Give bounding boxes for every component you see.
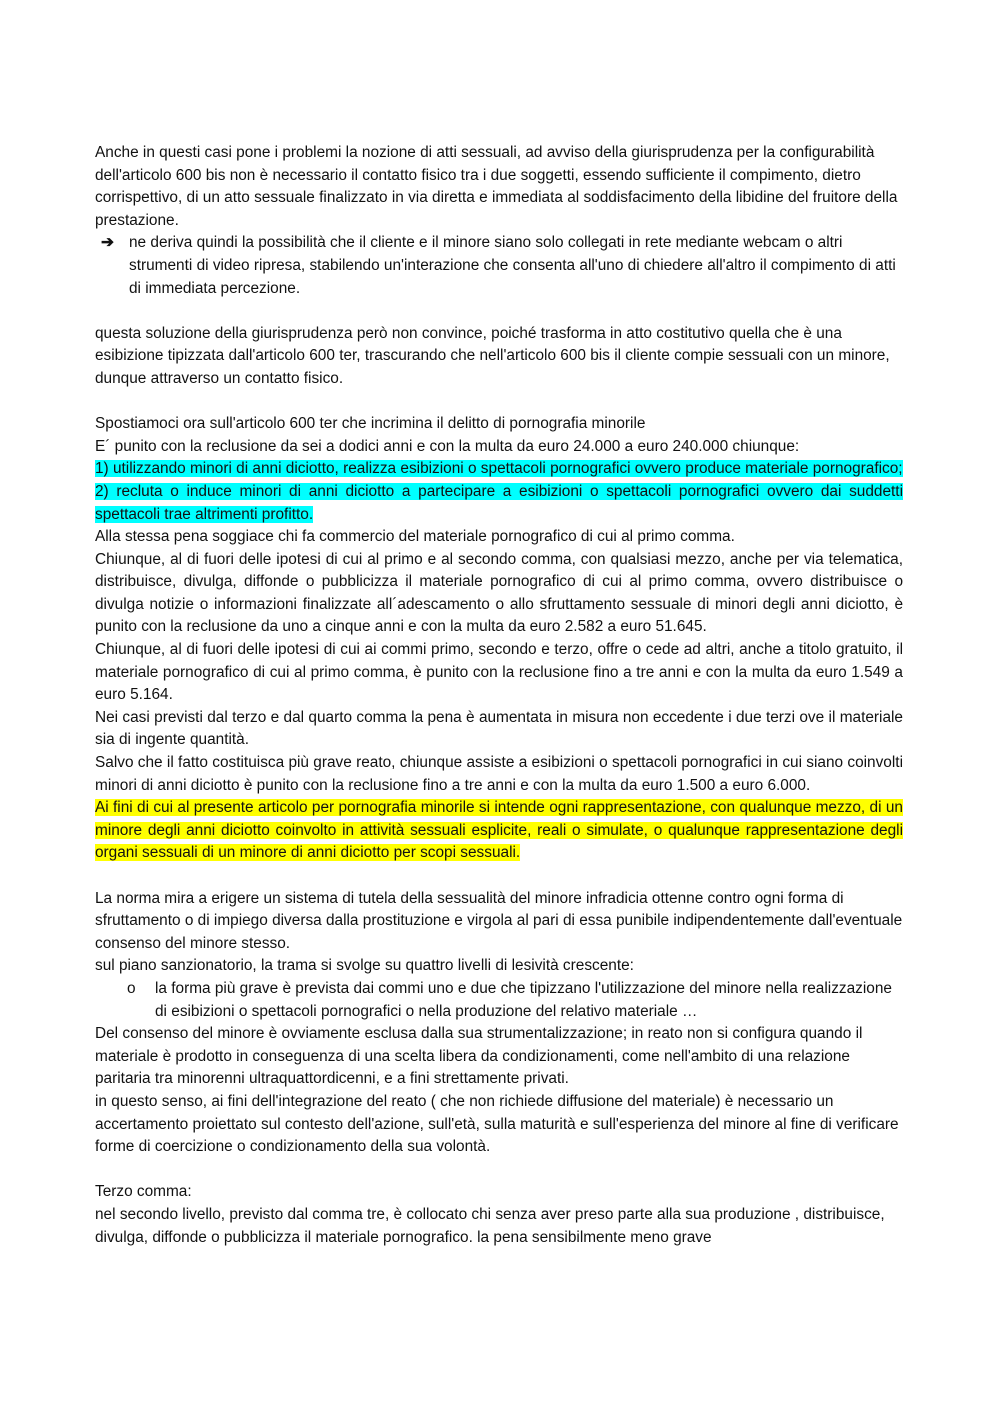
paragraph-sanctions: sul piano sanzionatorio, la trama si svolge su quattro livelli di lesività crescente: [95, 957, 634, 975]
arrow-list-item [95, 232, 903, 300]
paragraph-second-level: nel secondo livello, previsto dal comma tre, è collocato chi senza aver preso parte alla sua produzione , distribuisce, divulga, diffonde o pubblicizza il materiale pornografico. la pena sensibilmente meno grave [95, 1205, 885, 1246]
blank-line [95, 1159, 903, 1182]
highlight-yellow: Ai fini di cui al presente articolo per pornografia minorile si intende ogni rappresentazione, con qualunque mezzo, di un minore degli anni diciotto coinvolto in attività sessuali esplicite, reali o simulate, o qualunque rappresentazione degli organi sessuali di un minore di anni diciotto per scopi sessuali. [95, 799, 903, 862]
highlight-cyan: 2) recluta o induce minori di anni diciotto a partecipare a esibizioni o spettacoli pornografici ovvero dai suddetti spettacoli trae altrimenti profitto. [95, 482, 903, 523]
law-comma-6: Salvo che il fatto costituisca più grave reato, chiunque assiste a esibizioni o spettacoli pornografici in cui siano coinvolti minori di anni diciotto è punito con la reclusione fino a tre anni e con la multa da euro 1.500 a euro 6.000. [95, 754, 903, 794]
circle-item-text: la forma più grave è prevista dai commi uno e due che tipizzano l'utilizzazione del minore nella realizzazione di esibizioni o spettacoli pornografici o nella produzione del relativo materiale … [155, 979, 892, 1020]
law-comma-7 [95, 797, 903, 865]
law-comma-3: Chiunque, al di fuori delle ipotesi di cui al primo e al secondo comma, con qualsiasi mezzo, anche per via telematica, distribuisce, divulga, diffonde o pubblicizza il materiale pornografico di cui al primo comma, ovvero distribuisce o divulga notizie o informazioni finalizzate all´adescamento o allo sfruttamento sessuale di minori degli anni diciotto, è punito con la reclusione da uno a cinque anni e con la multa da euro 2.582 a euro 51.645. [95, 550, 903, 636]
law-intro: E´ punito con la reclusione da sei a dodici anni e con la multa da euro 24.000 a euro 240.000 chiunque: [95, 437, 800, 455]
section-heading-terzo-comma: Terzo comma: [95, 1183, 192, 1201]
law-item-2 [95, 481, 903, 526]
arrow-right-icon: ➔ [101, 234, 114, 252]
paragraph-norm-purpose: La norma mira a erigere un sistema di tutela della sessualità del minore infradicia ottenne contro ogni forma di sfruttamento o di impiego diversa dalla prostituzione e virgola al pari di essa punibile indipendentemente dall'eventuale consenso del minore stesso. [95, 889, 903, 952]
paragraph-article-600-ter: Spostiamoci ora sull'articolo 600 ter che incrimina il delitto di pornografia minorile [95, 415, 646, 433]
law-comma-5: Nei casi previsti dal terzo e dal quarto comma la pena è aumentata in misura non eccedente i due terzi ove il materiale sia di ingente quantità. [95, 708, 903, 749]
paragraph-consent: Del consenso del minore è ovviamente esclusa dalla sua strumentalizzazione; in reato non si configura quando il materiale è prodotto in conseguenza di una scelta libera da condizionamenti, come nell'ambito di una relazione paritaria tra minorenni ultraquattordicenni, e a fini strettamente privati. [95, 1025, 863, 1088]
arrow-item-text: ne deriva quindi la possibilità che il cliente e il minore siano solo collegati in rete mediante webcam o altri strumenti di video ripresa, stabilendo un'interazione che consenta all'uno di chiedere all'altro il compimento di atti di immediata percezione. [129, 234, 896, 297]
law-item-1 [95, 458, 903, 481]
paragraph-intro: Anche in questi casi pone i problemi la nozione di atti sessuali, ad avviso della giurisprudenza per la configurabilità dell'articolo 600 bis non è necessario il contatto fisico tra i due soggetti, essendo sufficiente il compimento, dietro corrispettivo, di un atto sessuale finalizzato in via diretta e immediata al soddisfacimento della libidine del fruitore della prestazione. [95, 144, 898, 229]
circle-list-item [95, 978, 903, 1023]
paragraph-critique: questa soluzione della giurisprudenza però non convince, poiché trasforma in atto costitutivo quella che è una esibizione tipizzata dall'articolo 600 ter, trascurando che nell'articolo 600 bis il cliente compie sessuali con un minore, dunque attraverso un contatto fisico. [95, 324, 890, 387]
document-page [95, 142, 903, 1249]
blank-line [95, 865, 903, 888]
circle-bullet-icon: o [127, 979, 136, 997]
blank-line [95, 391, 903, 414]
law-comma-4: Chiunque, al di fuori delle ipotesi di cui ai commi primo, secondo e terzo, offre o cede ad altri, anche a titolo gratuito, il materiale pornografico di cui al primo comma, è punito con la reclusione fino a tre anni e con la multa da euro 1.549 a euro 5.164. [95, 641, 903, 704]
law-comma-2: Alla stessa pena soggiace chi fa commercio del materiale pornografico di cui al primo comma. [95, 528, 735, 546]
highlight-cyan: 1) utilizzando minori di anni diciotto, realizza esibizioni o spettacoli pornografici ovvero produce materiale pornografico; [95, 460, 903, 478]
paragraph-assessment: in questo senso, ai fini dell'integrazione del reato ( che non richiede diffusione del materiale) è necessario un accertamento proiettato sul contesto dell'azione, sull'età, sulla maturità e sull'esperienza del minore al fine di verificare forme di coercizione o condizionamento della sua volontà. [95, 1092, 899, 1156]
blank-line [95, 300, 903, 323]
